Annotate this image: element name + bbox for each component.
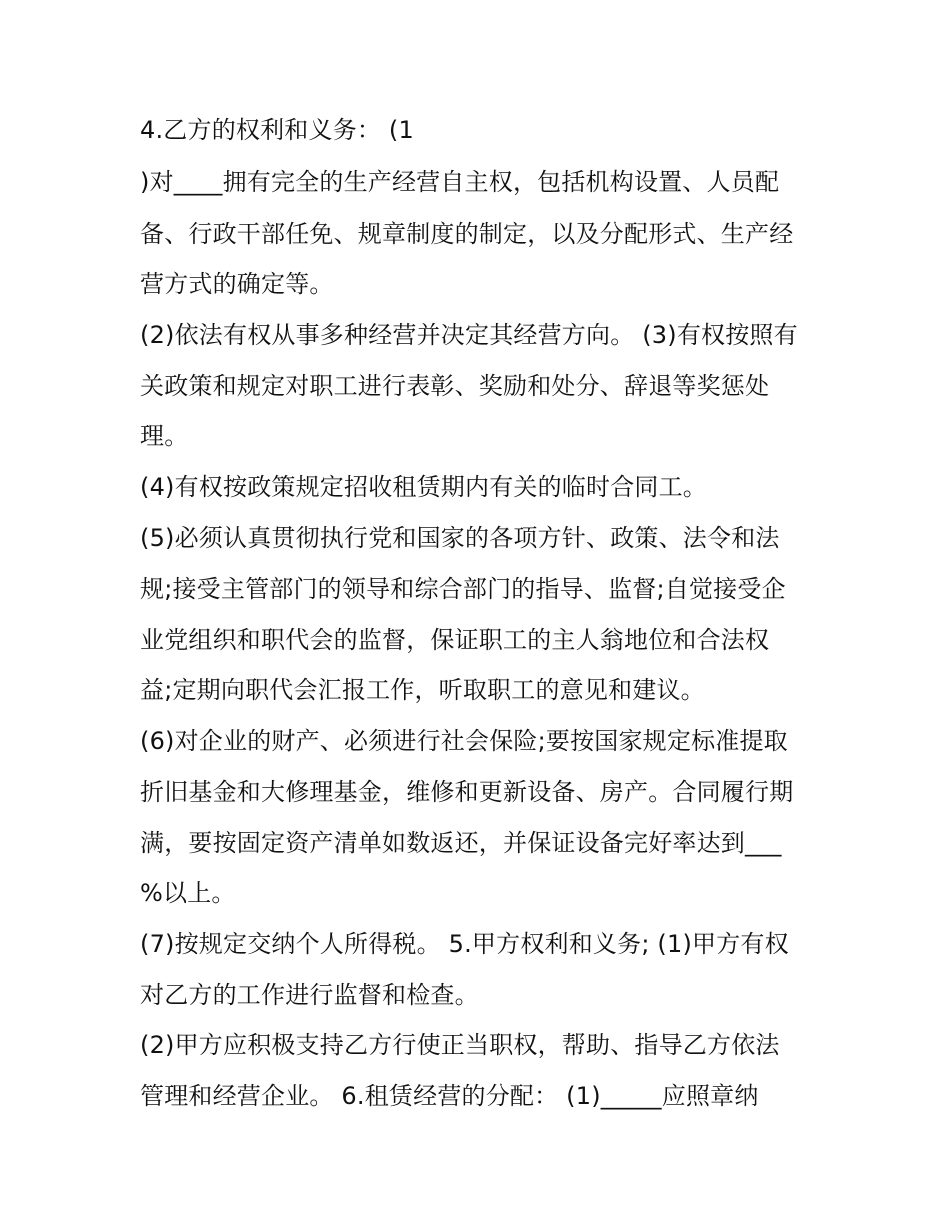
text-line: (5)必须认真贯彻执行党和国家的各项方针、政策、法令和法 <box>140 524 780 552</box>
text-line: )对____拥有完全的生产经营自主权，包括机构设置、人员配 <box>140 168 780 196</box>
text-line: 备、行政干部任免、规章制度的制定，以及分配形式、生产经 <box>140 220 794 248</box>
text-line: 益;定期向职代会汇报工作，听取职工的意见和建议。 <box>140 676 705 704</box>
text-line: 满，要按固定资产清单如数返还，并保证设备完好率达到___ <box>140 829 782 857</box>
text-line: (2)依法有权从事多种经营并决定其经营方向。 (3)有权按照有 <box>140 321 798 349</box>
text-line: (2)甲方应积极支持乙方行使正当职权，帮助、指导乙方依法 <box>140 1031 780 1059</box>
text-line: 4.乙方的权利和义务： (1 <box>140 116 414 144</box>
text-line: %以上。 <box>140 879 236 907</box>
text-line: 规;接受主管部门的领导和综合部门的指导、监督;自觉接受企 <box>140 575 786 603</box>
text-line: 营方式的确定等。 <box>140 270 334 298</box>
text-line: 业党组织和职代会的监督，保证职工的主人翁地位和合法权 <box>140 626 770 654</box>
text-line: 管理和经营企业。 6.租赁经营的分配： (1)_____应照章纳 <box>140 1082 759 1110</box>
text-line: 对乙方的工作进行监督和检查。 <box>140 981 479 1009</box>
text-line: (7)按规定交纳个人所得税。 5.甲方权利和义务; (1)甲方有权 <box>140 930 789 958</box>
text-line: 折旧基金和大修理基金，维修和更新设备、房产。合同履行期 <box>140 778 794 806</box>
text-line: 理。 <box>140 422 189 450</box>
text-line: (4)有权按政策规定招收租赁期内有关的临时合同工。 <box>140 473 707 501</box>
text-line: 关政策和规定对职工进行表彰、奖励和处分、辞退等奖惩处 <box>140 372 770 400</box>
text-line: (6)对企业的财产、必须进行社会保险;要按国家规定标准提取 <box>140 727 788 755</box>
